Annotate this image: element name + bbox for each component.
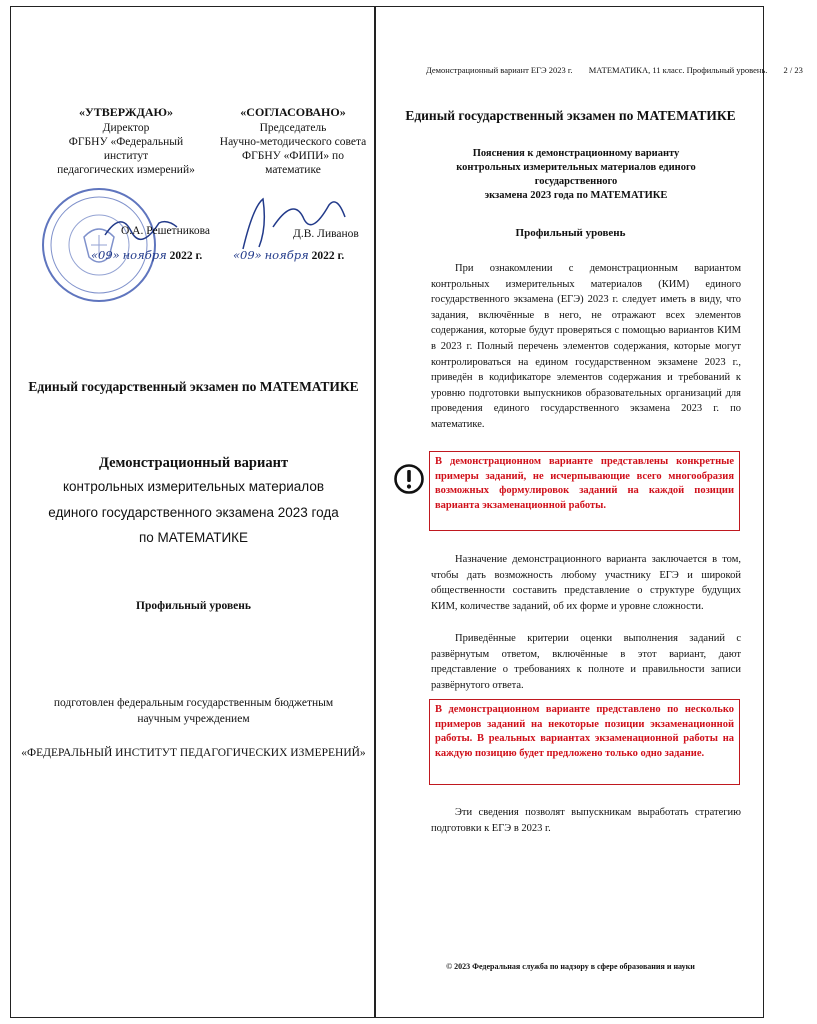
header-subject: МАТЕМАТИКА, 11 класс. Профильный уровень. xyxy=(588,65,768,75)
institute-name: «ФЕДЕРАЛЬНЫЙ ИНСТИТУТ ПЕДАГОГИЧЕСКИХ ИЗМЕРЕНИЙ» xyxy=(21,747,366,759)
approve-date xyxy=(91,248,202,262)
agree-org-line: Научно-методического совета xyxy=(219,136,367,148)
paragraph xyxy=(431,261,741,433)
header-doc: Демонстрационный вариант ЕГЭ 2023 г. xyxy=(426,65,573,75)
copyright-footer: © 2023 Федеральная служба по надзору в сфере образования и науки xyxy=(446,962,695,971)
warning-exclamation-icon xyxy=(393,463,425,495)
paragraph xyxy=(431,805,741,836)
page-number: 2 / 23 xyxy=(783,65,803,75)
level-label: Профильный уровень xyxy=(515,227,626,239)
paragraph xyxy=(431,631,741,693)
agree-block xyxy=(213,105,373,177)
date-year: 2022 г. xyxy=(169,250,203,262)
agree-heading: «СОГЛАСОВАНО» xyxy=(240,105,346,119)
demo-subtitle: по МАТЕМАТИКЕ xyxy=(138,530,249,545)
approve-heading: «УТВЕРЖДАЮ» xyxy=(78,105,174,119)
agree-position: Председатель xyxy=(259,122,327,134)
agree-date xyxy=(233,248,344,262)
level-label: Профильный уровень xyxy=(136,600,251,612)
approve-block xyxy=(46,105,206,177)
demo-title: Демонстрационный вариант xyxy=(98,455,289,471)
paragraph-text: При ознакомлении с демонстрационным вариантом контрольных измерительных материалов (КИМ) единого государственного экзамена (ЕГЭ) 2023 г. следует иметь в виду, что задания, включённые в него, не отражают всех элементов содержания, которые будут проверяться с помощью вариантов КИМ в 2023 г. Полный перечень элементов содержания, которые могут контролироваться на едином государственном экзамене 2023 г., приведён в кодификаторе элементов содержания и требований к уровню подготовки выпускников образовательных организаций для проведения единого государственного экзамена 2023 г. по математике. xyxy=(431,263,741,430)
demo-subtitle: контрольных измерительных материалов xyxy=(62,479,325,494)
exam-title: Единый государственный экзамен по МАТЕМАТИКЕ xyxy=(28,379,359,394)
approve-signer: О.А. Решетникова xyxy=(121,225,211,237)
explanation-line: Пояснения к демонстрационному варианту xyxy=(472,148,680,159)
prepared-by: научным учреждением xyxy=(137,713,250,725)
official-stamp-icon xyxy=(39,185,159,305)
paragraph-text: Приведённые критерии оценки выполнения заданий с развёрнутым ответом, включённые в этот вариант, дают представление о требованиях к полноте и правильности записи развёрнутого ответа. xyxy=(431,633,741,691)
approve-position: Директор xyxy=(102,122,150,134)
notice-box: В демонстрационном варианте представлено по несколько примеров заданий на некоторые позиции экзаменационной работы. В реальных вариантах экзаменационной работы на каждую позицию будет предложено только одно задание. xyxy=(429,699,740,785)
signature-icon xyxy=(233,187,353,257)
running-header xyxy=(426,65,803,75)
paragraph-text: Назначение демонстрационного варианта заключается в том, чтобы дать возможность любому участнику ЕГЭ и широкой общественности составить представление о структуре будущих КИМ, количестве заданий, об их форме и уровне сложности. xyxy=(431,554,741,612)
date-day: «09» xyxy=(233,248,262,262)
demo-subtitle: единого государственного экзамена 2023 года xyxy=(48,505,339,520)
approve-org-line: педагогических измерений» xyxy=(57,164,195,176)
date-year: 2022 г. xyxy=(311,250,345,262)
date-day: «09» xyxy=(91,248,120,262)
date-month: ноября xyxy=(264,248,309,262)
explanation-line: контрольных измерительных материалов единого государственного xyxy=(456,162,696,187)
exam-title: Единый государственный экзамен по МАТЕМАТИКЕ xyxy=(405,108,736,123)
title-page xyxy=(10,6,375,1018)
prepared-by: подготовлен федеральным государственным бюджетным xyxy=(53,697,334,709)
approve-org-line: ФГБНУ «Федеральный институт xyxy=(68,136,184,162)
paragraph-text: Эти сведения позволят выпускникам выработать стратегию подготовки к ЕГЭ в 2023 г. xyxy=(431,807,741,834)
agree-signer: Д.В. Ливанов xyxy=(293,228,359,240)
paragraph xyxy=(431,552,741,614)
explanation-page xyxy=(375,6,803,1018)
notice-box: В демонстрационном варианте представлены конкретные примеры заданий, не исчерпывающие всего многообразия возможных формулировок заданий на каждой позиции варианта экзаменационной работы. xyxy=(429,451,740,531)
date-month: ноября xyxy=(122,248,167,262)
explanation-line: экзамена 2023 года по МАТЕМАТИКЕ xyxy=(484,190,668,201)
agree-org-line: ФГБНУ «ФИПИ» по математике xyxy=(242,150,344,176)
explanation-heading xyxy=(416,147,736,203)
